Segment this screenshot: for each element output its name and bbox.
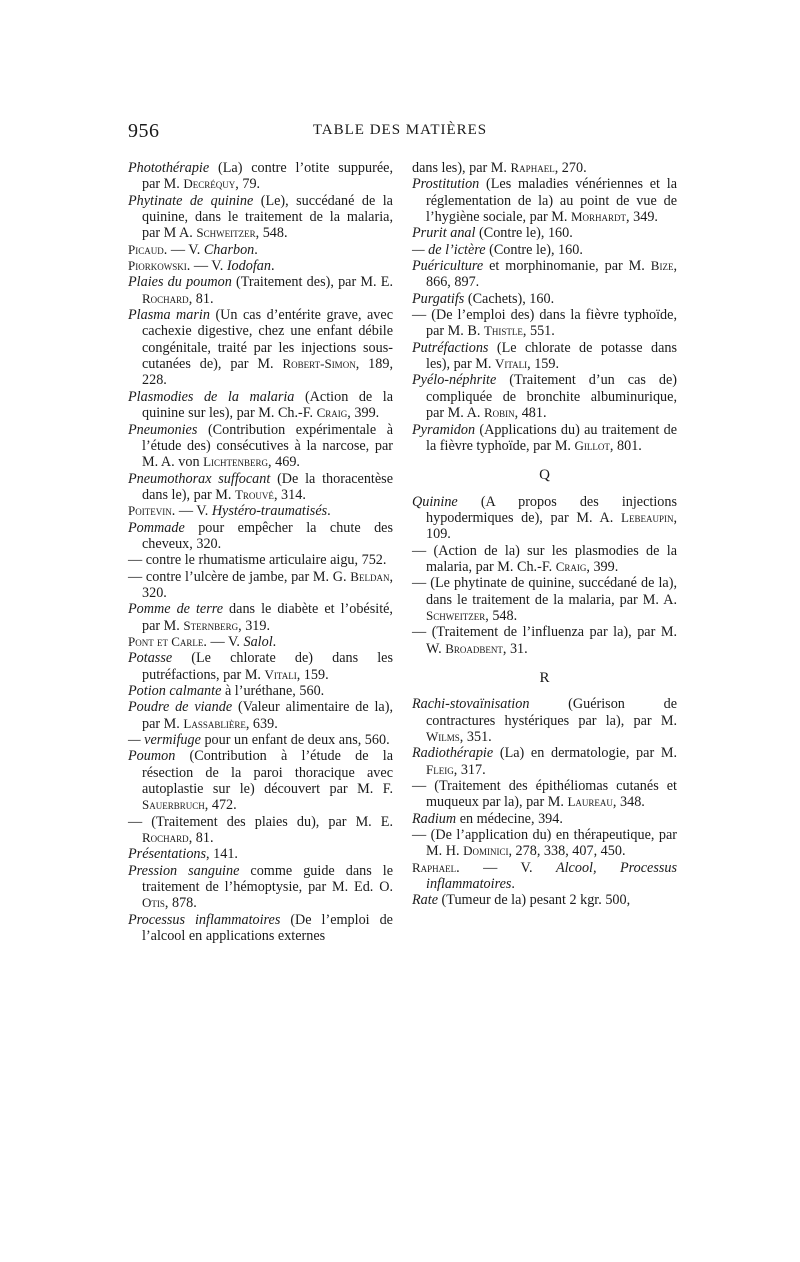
entry-text: (Un cas d’entérite grave, avec cachexie digestive, chez une enfant débile congénitale, traité par les injections sous-cutanées de), par M. [142, 307, 393, 373]
entry-text: (Traitement d’un cas de) compliquée de bronchite albuminurique, par M. A. [426, 372, 677, 422]
entry-text: (Action de la quinine sur les), par M. Ch.-F. [142, 388, 393, 422]
entry-headword: Pneumothorax suffocant [128, 470, 271, 487]
entry-text: (A propos des injections hypodermiques de), par M. A. [426, 493, 677, 526]
entry-text: à l’uréthane, 560. [221, 683, 325, 699]
entry-headword: Poumon [128, 748, 176, 765]
index-entry [412, 307, 677, 340]
entry-author: Thistle [483, 323, 523, 339]
entry-text: pour un enfant de deux ans, 560. [200, 732, 390, 749]
entry-pages: , 159. [527, 356, 560, 373]
entry-pages: , 348. [612, 794, 645, 811]
entry-text: (Guérison de contractures hystériques par la), par M. [426, 696, 677, 729]
index-entry [128, 422, 393, 471]
index-entry [412, 811, 677, 827]
entry-text: — (Le phytinate de quinine, succédané de la), dans le traitement de la malaria, par M. A. [412, 575, 677, 608]
entry-author: Picaud [128, 241, 164, 257]
index-entry [128, 503, 393, 519]
entry-headword: Pneumonies [128, 421, 198, 438]
index-entry [412, 422, 677, 455]
entry-pages: , 548. [485, 607, 518, 624]
entry-author: Wilms [426, 729, 460, 744]
entry-author: Sternberg [183, 617, 239, 633]
entry-pages: , 878. [164, 895, 197, 912]
entry-headword: Pression sanguine [128, 862, 240, 879]
entry-author: Vitali [494, 356, 528, 372]
index-entry [412, 860, 677, 893]
entry-headword: Potion calmante [128, 683, 222, 699]
entry-headword: Plasma marin [128, 307, 210, 324]
entry-text: (Le chlorate de potasse dans les), par M. [426, 339, 677, 373]
entry-pages: , 399. [347, 405, 380, 422]
index-entry [128, 601, 393, 634]
entry-pages: , 399. [586, 558, 619, 575]
entry-pages: . [511, 876, 515, 893]
index-entry [412, 291, 677, 307]
index-entry [128, 634, 393, 650]
index-entry [412, 494, 677, 543]
entry-text: . — V. [171, 503, 212, 520]
entry-headword: Purgatifs [412, 290, 465, 307]
index-entry [412, 892, 677, 908]
entry-author: Lassablière [183, 715, 246, 731]
index-entry [128, 160, 393, 193]
entry-pages: . [272, 633, 277, 650]
entry-text: dans le diabète et l’obésité, par M. [142, 601, 393, 634]
entry-text: — (Traitement des plaies du), par M. E. [128, 813, 393, 830]
entry-author: Morhardt [570, 209, 627, 225]
entry-pages: , 320. [142, 568, 393, 601]
index-entry [128, 650, 393, 683]
entry-headword: Radium [412, 810, 457, 827]
entry-pages: . [270, 258, 275, 275]
entry-text: . — V. [203, 633, 244, 650]
entry-author: Robert-Simon [282, 356, 356, 372]
entry-headword: Rachi-stovaïnisation [412, 696, 530, 713]
entry-author: Lichtenberg [203, 454, 269, 470]
entry-author: Fleig [426, 761, 454, 777]
entry-author: Vitali [264, 666, 297, 682]
entry-headword: Potasse [128, 650, 173, 667]
index-entry [412, 225, 677, 241]
entry-text: pour empêcher la chute des cheveux, 320. [142, 519, 393, 552]
entry-pages: , 481. [514, 405, 547, 422]
entry-pages: , 639. [245, 715, 278, 732]
entry-text: comme guide dans le traitement de l’hémoptysie, par M. Ed. O. [142, 862, 394, 896]
entry-pages: , 801. [609, 437, 642, 454]
entry-pages: , 189, 228. [142, 356, 394, 389]
entry-text: — (Traitement des épithéliomas cutanés et muqueux par la), par M. [412, 778, 677, 811]
entry-pages: , 472. [204, 797, 237, 814]
index-entry [128, 732, 393, 748]
entry-text: — (De l’emploi des) dans la fièvre typhoïde, par M. B. [412, 307, 677, 340]
index-entry [412, 340, 677, 373]
entry-headword: Prostitution [412, 176, 480, 193]
entry-pages: , 349. [626, 209, 658, 226]
index-entry [128, 552, 393, 568]
entry-headword: Plasmodies de la malaria [128, 388, 295, 405]
entry-author: Schweitzer [426, 607, 486, 623]
index-entry [128, 471, 393, 504]
entry-text: (Contre le), 160. [485, 241, 583, 258]
entry-pages: , 79. [235, 176, 261, 193]
running-title: TABLE DES MATIÈRES [312, 122, 488, 138]
entry-headword: Pommade [128, 519, 185, 536]
index-entry [412, 160, 677, 176]
entry-headword: Salol [243, 633, 273, 650]
entry-text: (Tumeur de la) pesant 2 kgr. 500, [438, 892, 631, 909]
index-entry [412, 176, 677, 225]
entry-author: Dominici [463, 843, 509, 859]
index-entry [412, 242, 677, 258]
entry-headword: Prurit anal [412, 225, 476, 242]
entry-text: — (Traitement de l’influenza par la), par M. W. [412, 624, 677, 657]
index-entry [128, 683, 393, 699]
entry-pages: , 317. [453, 761, 486, 778]
entry-text: et morphinomanie, par M. [483, 258, 651, 275]
index-entry [128, 699, 393, 732]
index-entry [128, 912, 393, 945]
page-number: 956 [128, 120, 160, 142]
entry-pages: , 351. [459, 729, 492, 745]
entry-pages: , 314. [273, 486, 306, 503]
entry-author: Otis [142, 895, 165, 911]
entry-author: Schweitzer [196, 225, 256, 241]
entry-headword: Présentations [128, 846, 207, 863]
entry-headword: Hystéro-traumatisés [211, 503, 328, 520]
index-entry [412, 624, 677, 657]
entry-author: Laureau [567, 794, 613, 810]
entry-text: (Applications du) au traitement de la fièvre typhoïde, par M. [426, 421, 677, 454]
index-entry [412, 575, 677, 624]
entry-text: (Contribution expérimentale à l’étude des) consécutives à la narcose, par M. A. von [142, 421, 393, 471]
entry-author: Pont et Carle [128, 633, 204, 649]
entry-text: — contre l’ulcère de jambe, par M. G. [128, 568, 351, 585]
index-entry [128, 242, 393, 258]
entry-headword: Quinine [412, 493, 458, 510]
entry-pages: , 551. [522, 323, 555, 340]
entry-headword: Radiothérapie [412, 745, 494, 762]
index-entry [128, 846, 393, 862]
index-entry [128, 520, 393, 553]
index-entry [412, 745, 677, 778]
entry-text: dans les), par M. [412, 160, 511, 176]
entry-pages: , 278, 338, 407, 450. [508, 843, 626, 860]
index-entry [128, 307, 393, 389]
entry-author: Sauerbruch [142, 797, 205, 813]
left-column [128, 160, 393, 945]
entry-text: en médecine, 394. [456, 810, 563, 827]
entry-text: (De la thoracentèse dans le), par M. [142, 470, 393, 503]
entry-headword: — vermifuge [128, 732, 201, 749]
entry-pages: , 81. [188, 830, 214, 847]
entry-text: , 141. [206, 846, 238, 863]
entry-text: (La) en dermatologie, par M. [493, 745, 677, 762]
index-entry [412, 543, 677, 576]
entry-pages: , 319. [238, 617, 271, 634]
index-entry [128, 863, 393, 912]
entry-text: . — V. [456, 859, 556, 876]
entry-author: Trouvé [234, 486, 274, 502]
entry-pages: , 31. [502, 640, 528, 657]
index-entry [412, 778, 677, 811]
index-entry [412, 258, 677, 291]
entry-headword: Plaies du poumon [128, 274, 232, 291]
entry-author: Poitevin [128, 503, 172, 519]
section-letter-r: R [539, 669, 550, 686]
entry-pages: , 548. [255, 225, 288, 242]
entry-text: (Les maladies vénériennes et la réglementation de la) au point de vue de l’hygiène sociale, par M. [426, 176, 677, 226]
entry-author: Piorkowski [128, 258, 187, 274]
entry-author: Broadbent [445, 640, 503, 656]
entry-pages: , 159. [296, 666, 329, 683]
entry-headword: Poudre de viande [128, 699, 233, 716]
entry-author: Craig [555, 558, 587, 574]
entry-author: Raphael [510, 160, 555, 175]
entry-headword: Charbon [203, 241, 255, 258]
entry-text: (Traitement des), par M. E. [231, 274, 393, 291]
entry-pages: , 109. [426, 509, 677, 543]
entry-text: (Contribution à l’étude de la résection de la paroi thoracique avec autoplastie sur le) découvert par M. F. [142, 748, 393, 798]
entry-headword: Rate [412, 892, 438, 909]
index-entry [412, 372, 677, 421]
entry-text: (Valeur alimentaire de la), par M. [142, 699, 393, 732]
entry-author: Lebeaupin [621, 509, 674, 525]
entry-headword: Photothérapie [128, 160, 210, 176]
entry-headword: Pyélo-néphrite [412, 372, 497, 389]
entry-author: Rochard [142, 830, 189, 846]
entry-text: — contre le rhumatisme articulaire aigu, 752. [128, 552, 387, 569]
entry-text: (Le), succédané de la quinine, dans le traitement de la malaria, par M A. [142, 192, 393, 242]
entry-author: Rochard [142, 290, 189, 306]
entry-text: (De l’emploi de l’alcool en applications externes [142, 911, 393, 945]
entry-pages: . [254, 241, 258, 258]
entry-author: Raphael [412, 859, 457, 875]
entry-headword: Pyramidon [412, 421, 476, 438]
entry-pages: , 866, 897. [426, 258, 677, 291]
right-column [412, 160, 677, 909]
entry-text: — (Action de la) sur les plasmodies de la malaria, par M. Ch.-F. [412, 542, 677, 575]
entry-headword: Pomme de terre [128, 601, 224, 618]
entry-text: (Cachets), 160. [464, 290, 555, 307]
index-entry [128, 748, 393, 813]
entry-text: — (De l’application du) en thérapeutique, par M. H. [412, 827, 677, 860]
entry-pages: , 270. [554, 160, 587, 176]
entry-headword: Alcool, Processus inflammatoires [426, 859, 677, 893]
entry-author: Bize [650, 258, 674, 274]
entry-author: Gillot [574, 437, 610, 453]
entry-headword: Phytinate de quinine [128, 192, 254, 209]
index-entry [412, 696, 677, 745]
index-entry [128, 193, 393, 242]
entry-author: Decréquy [183, 176, 236, 192]
page-header [128, 120, 672, 144]
entry-text: (Contre le), 160. [475, 225, 573, 242]
index-entry [128, 258, 393, 274]
entry-author: Robin [483, 405, 515, 421]
index-entry [412, 827, 677, 860]
entry-text: (La) contre l’otite suppurée, par M. [142, 160, 393, 193]
index-entry [128, 569, 393, 602]
section-letter-q: Q [539, 467, 550, 484]
entry-text: . — V. [163, 241, 204, 258]
entry-headword: — de l’ictère [412, 241, 486, 258]
entry-pages: , 81. [188, 290, 214, 307]
entry-headword: Putréfactions [412, 339, 489, 356]
entry-author: Craig [316, 405, 348, 421]
entry-headword: Processus inflammatoires [128, 911, 281, 928]
entry-author: Beldan [350, 568, 390, 584]
entry-headword: Iodofan [226, 258, 271, 275]
index-entry [128, 389, 393, 422]
index-entry [128, 274, 393, 307]
entry-text: . — V. [186, 258, 227, 275]
entry-pages: , 469. [268, 454, 300, 471]
entry-headword: Puériculture [412, 258, 484, 275]
entry-text: (Le chlorate de) dans les putréfactions, par M. [142, 650, 393, 683]
index-entry [128, 814, 393, 847]
entry-pages: . [327, 503, 331, 520]
